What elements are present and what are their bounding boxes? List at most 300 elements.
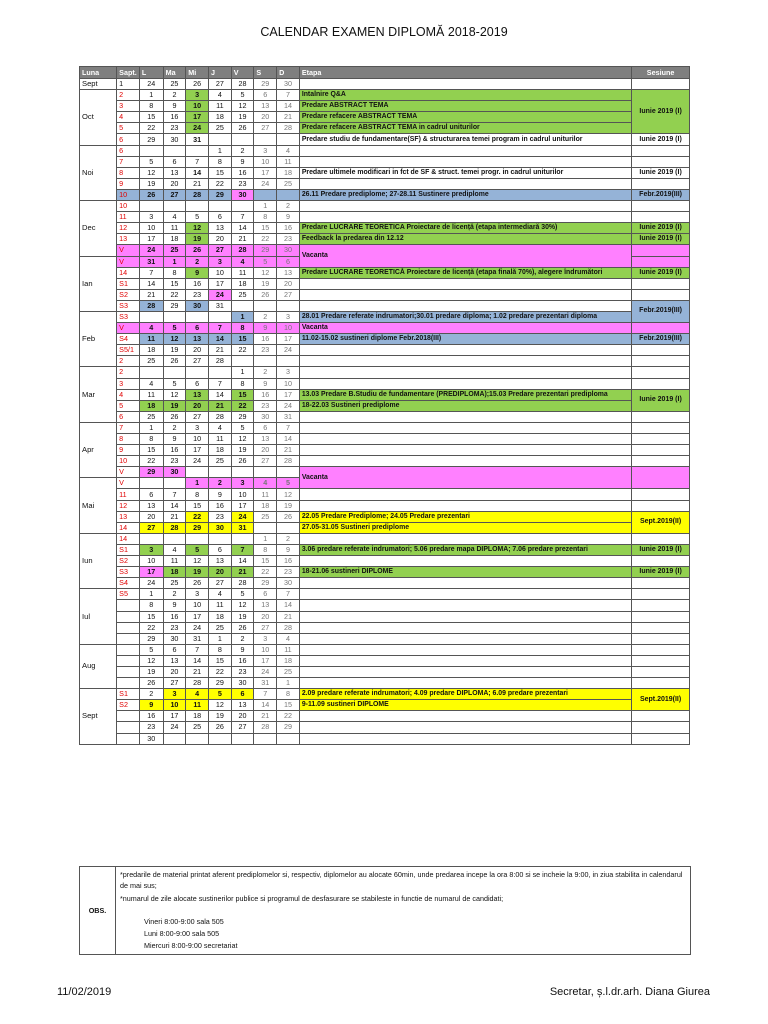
day-cell: 18 (163, 567, 186, 578)
etapa-cell: Vacanta (299, 467, 631, 489)
week-cell: 3 (117, 101, 140, 112)
day-cell (186, 533, 209, 544)
day-cell: 25 (209, 123, 232, 134)
day-cell: 19 (163, 345, 186, 356)
sesiune-cell (632, 489, 690, 500)
etapa-cell (299, 500, 631, 511)
day-cell: 7 (186, 156, 209, 167)
day-cell: 30 (209, 522, 232, 533)
day-cell: 12 (139, 655, 163, 666)
day-cell: 8 (209, 156, 232, 167)
etapa-cell: Vacanta (299, 245, 631, 267)
month-cell: Sept (80, 79, 117, 90)
day-cell: 26 (139, 678, 163, 689)
sesiune-cell (632, 733, 690, 744)
sesiune-cell (632, 611, 690, 622)
calendar-row (80, 112, 690, 123)
calendar-row (80, 201, 690, 212)
etapa-cell (299, 145, 631, 156)
calendar-row (80, 467, 690, 478)
week-cell: 9 (117, 445, 140, 456)
day-cell: 13 (186, 334, 209, 345)
day-cell: 21 (277, 611, 300, 622)
day-cell: 27 (209, 245, 232, 256)
sesiune-cell (632, 655, 690, 666)
calendar-row (80, 101, 690, 112)
etapa-cell: Predare studiu de fundamentare(SF) & structurarea temei program in cadrul uniturilor (299, 134, 631, 145)
sesiune-cell: Sept.2019(II) (632, 511, 690, 533)
day-cell: 20 (277, 278, 300, 289)
week-cell: S4 (117, 578, 140, 589)
day-cell (231, 300, 254, 311)
day-cell: 22 (254, 567, 277, 578)
day-cell: 12 (209, 700, 232, 711)
day-cell: 12 (186, 223, 209, 234)
calendar-row (80, 334, 690, 345)
sesiune-cell (632, 622, 690, 633)
day-cell (231, 356, 254, 367)
day-cell: 14 (277, 434, 300, 445)
day-cell: 22 (139, 456, 163, 467)
sesiune-cell (632, 201, 690, 212)
day-cell: 27 (209, 79, 232, 90)
day-cell: 18 (163, 234, 186, 245)
day-cell: 14 (209, 334, 232, 345)
day-cell: 1 (139, 589, 163, 600)
day-cell: 25 (186, 722, 209, 733)
day-cell: 27 (186, 356, 209, 367)
etapa-cell (299, 622, 631, 633)
col-header-sapt: Sapt. (117, 67, 140, 79)
calendar-row (80, 289, 690, 300)
day-cell: 30 (231, 678, 254, 689)
day-cell: 26 (231, 456, 254, 467)
day-cell: 17 (254, 655, 277, 666)
day-cell: 8 (254, 212, 277, 223)
day-cell: 4 (209, 589, 232, 600)
day-cell: 20 (254, 112, 277, 123)
day-cell: 22 (139, 622, 163, 633)
day-cell (163, 533, 186, 544)
day-cell: 1 (231, 367, 254, 378)
day-cell: 1 (277, 678, 300, 689)
day-cell: 2 (163, 90, 186, 101)
day-cell: 10 (209, 267, 232, 278)
day-cell: 29 (277, 722, 300, 733)
day-cell: 12 (186, 556, 209, 567)
day-cell: 14 (139, 278, 163, 289)
day-cell: 22 (139, 123, 163, 134)
day-cell: 14 (209, 389, 232, 400)
calendar-row (80, 511, 690, 522)
day-cell: 4 (163, 544, 186, 555)
day-cell: 26 (186, 79, 209, 90)
day-cell: 3 (139, 212, 163, 223)
day-cell: 14 (163, 500, 186, 511)
day-cell: 30 (231, 189, 254, 200)
sesiune-cell (632, 533, 690, 544)
day-cell: 20 (163, 666, 186, 677)
etapa-cell (299, 178, 631, 189)
day-cell: 26 (163, 411, 186, 422)
day-cell: 25 (254, 511, 277, 522)
day-cell: 28 (277, 622, 300, 633)
day-cell: 21 (139, 289, 163, 300)
day-cell: 24 (277, 400, 300, 411)
calendar-row (80, 600, 690, 611)
calendar-row (80, 223, 690, 234)
etapa-cell: Intalnire Q&A (299, 90, 631, 101)
day-cell: 19 (186, 234, 209, 245)
etapa-cell (299, 644, 631, 655)
day-cell (277, 356, 300, 367)
day-cell: 6 (254, 422, 277, 433)
day-cell: 30 (163, 134, 186, 145)
month-cell: Feb (80, 311, 117, 366)
day-cell: 18 (277, 167, 300, 178)
etapa-cell: 18-21.06 sustineri DIPLOME (299, 567, 631, 578)
etapa-cell (299, 678, 631, 689)
day-cell: 13 (163, 167, 186, 178)
sesiune-cell (632, 600, 690, 611)
week-cell: S2 (117, 556, 140, 567)
sesiune-cell (632, 145, 690, 156)
day-cell: 22 (209, 666, 232, 677)
day-cell: 22 (231, 400, 254, 411)
etapa-cell (299, 589, 631, 600)
day-cell: 28 (231, 79, 254, 90)
day-cell: 20 (139, 511, 163, 522)
sesiune-cell: Febr.2019(III) (632, 300, 690, 322)
day-cell: 25 (231, 289, 254, 300)
day-cell (209, 311, 232, 322)
day-cell: 18 (231, 278, 254, 289)
day-cell: 7 (209, 378, 232, 389)
day-cell (139, 367, 163, 378)
day-cell: 21 (277, 112, 300, 123)
day-cell (163, 733, 186, 744)
etapa-cell: 27.05-31.05 Sustineri prediplome (299, 522, 631, 533)
day-cell: 11 (277, 156, 300, 167)
week-cell: S3 (117, 567, 140, 578)
day-cell: 18 (209, 112, 232, 123)
day-cell: 19 (231, 611, 254, 622)
day-cell: 26 (231, 123, 254, 134)
day-cell (139, 311, 163, 322)
observations-table (79, 866, 691, 955)
day-cell: 28 (139, 300, 163, 311)
week-cell (117, 711, 140, 722)
etapa-cell (299, 711, 631, 722)
day-cell: 20 (231, 711, 254, 722)
etapa-cell: Vacanta (299, 323, 631, 334)
day-cell: 4 (277, 145, 300, 156)
day-cell: 15 (186, 500, 209, 511)
month-cell: Iun (80, 533, 117, 588)
day-cell: 27 (186, 411, 209, 422)
day-cell: 14 (231, 223, 254, 234)
obs-schedule-3: Miercuri 8:00-9:00 secretariat (144, 941, 238, 950)
col-header-ma: Ma (163, 67, 186, 79)
calendar-row (80, 611, 690, 622)
day-cell: 15 (139, 445, 163, 456)
day-cell: 14 (231, 556, 254, 567)
day-cell: 11 (209, 600, 232, 611)
day-cell: 28 (209, 356, 232, 367)
footer-signature: Secretar, ș.l.dr.arh. Diana Giurea (549, 986, 710, 998)
day-cell: 16 (254, 334, 277, 345)
day-cell (163, 145, 186, 156)
day-cell: 25 (209, 456, 232, 467)
day-cell: 9 (277, 212, 300, 223)
sesiune-cell (632, 589, 690, 600)
day-cell: 21 (163, 511, 186, 522)
day-cell: 31 (277, 411, 300, 422)
week-cell: S3 (117, 300, 140, 311)
day-cell: 16 (277, 556, 300, 567)
day-cell: 6 (254, 90, 277, 101)
sesiune-cell: Iunie 2019 (I) (632, 90, 690, 134)
obs-content (116, 867, 691, 955)
month-cell: Sept (80, 689, 117, 744)
week-cell: 4 (117, 112, 140, 123)
day-cell: 3 (139, 544, 163, 555)
week-cell: 10 (117, 201, 140, 212)
day-cell: 22 (186, 511, 209, 522)
day-cell: 30 (277, 79, 300, 90)
day-cell: 28 (186, 189, 209, 200)
week-cell: V (117, 245, 140, 256)
week-cell: V (117, 323, 140, 334)
day-cell: 29 (254, 79, 277, 90)
day-cell: 27 (254, 622, 277, 633)
week-cell (117, 666, 140, 677)
day-cell: 15 (254, 223, 277, 234)
calendar-row (80, 722, 690, 733)
day-cell: 5 (209, 689, 232, 700)
day-cell: 9 (277, 544, 300, 555)
day-cell: 8 (209, 644, 232, 655)
day-cell (186, 201, 209, 212)
day-cell: 20 (209, 567, 232, 578)
day-cell: 2 (277, 533, 300, 544)
col-header-d: D (277, 67, 300, 79)
day-cell: 26 (209, 722, 232, 733)
day-cell: 23 (209, 511, 232, 522)
calendar-row (80, 400, 690, 411)
day-cell: 27 (163, 189, 186, 200)
day-cell: 8 (254, 544, 277, 555)
etapa-cell (299, 445, 631, 456)
etapa-cell: Predare ABSTRACT TEMA (299, 101, 631, 112)
etapa-cell: Feedback la predarea din 12.12 (299, 234, 631, 245)
week-cell: 12 (117, 500, 140, 511)
day-cell: 30 (277, 245, 300, 256)
calendar-row (80, 689, 690, 700)
day-cell: 24 (186, 456, 209, 467)
etapa-cell (299, 556, 631, 567)
day-cell: 18 (209, 445, 232, 456)
calendar-row (80, 589, 690, 600)
week-cell: 6 (117, 145, 140, 156)
day-cell: 16 (186, 278, 209, 289)
day-cell: 16 (254, 389, 277, 400)
day-cell: 11 (186, 700, 209, 711)
day-cell: 27 (231, 722, 254, 733)
sesiune-cell: Iunie 2019 (I) (632, 544, 690, 555)
day-cell: 28 (254, 722, 277, 733)
day-cell: 1 (186, 478, 209, 489)
day-cell: 9 (186, 267, 209, 278)
day-cell: 3 (186, 90, 209, 101)
day-cell: 17 (277, 389, 300, 400)
sesiune-cell (632, 422, 690, 433)
day-cell: 10 (254, 156, 277, 167)
day-cell: 3 (186, 589, 209, 600)
day-cell: 21 (254, 711, 277, 722)
sesiune-cell (632, 212, 690, 223)
day-cell: 21 (186, 178, 209, 189)
etapa-cell (299, 300, 631, 311)
day-cell: 15 (231, 389, 254, 400)
etapa-cell (299, 633, 631, 644)
day-cell: 16 (209, 500, 232, 511)
week-cell: S3 (117, 311, 140, 322)
day-cell: 18 (254, 500, 277, 511)
etapa-cell (299, 666, 631, 677)
day-cell: 17 (139, 567, 163, 578)
day-cell: 25 (277, 178, 300, 189)
day-cell: 30 (254, 411, 277, 422)
month-cell: Ian (80, 256, 117, 311)
calendar-row (80, 323, 690, 334)
week-cell: 14 (117, 267, 140, 278)
day-cell: 5 (186, 212, 209, 223)
day-cell (231, 467, 254, 478)
sesiune-cell (632, 445, 690, 456)
sesiune-cell: Iunie 2019 (I) (632, 134, 690, 145)
day-cell: 21 (209, 345, 232, 356)
day-cell: 4 (163, 212, 186, 223)
week-cell (117, 722, 140, 733)
calendar-row (80, 278, 690, 289)
day-cell: 23 (231, 178, 254, 189)
day-cell: 31 (186, 633, 209, 644)
day-cell: 21 (231, 234, 254, 245)
day-cell: 6 (163, 644, 186, 655)
day-cell: 3 (254, 145, 277, 156)
week-cell: S1 (117, 278, 140, 289)
calendar-row (80, 533, 690, 544)
month-cell: Apr (80, 422, 117, 477)
day-cell: 4 (277, 633, 300, 644)
day-cell (254, 300, 277, 311)
calendar-row (80, 156, 690, 167)
day-cell: 26 (231, 622, 254, 633)
week-cell (117, 633, 140, 644)
calendar-row (80, 389, 690, 400)
day-cell: 11 (139, 389, 163, 400)
day-cell: 29 (139, 134, 163, 145)
day-cell: 13 (254, 600, 277, 611)
day-cell: 1 (209, 145, 232, 156)
day-cell: 24 (277, 345, 300, 356)
day-cell: 3 (277, 367, 300, 378)
calendar-row (80, 189, 690, 200)
calendar-row (80, 489, 690, 500)
day-cell: 13 (209, 223, 232, 234)
day-cell: 17 (209, 278, 232, 289)
day-cell: 9 (231, 156, 254, 167)
calendar-row (80, 700, 690, 711)
day-cell: 26 (163, 356, 186, 367)
etapa-cell: 13.03 Predare B.Studiu de fundamentare (PREDIPLOMA);15.03 Predare prezentari prediploma (299, 389, 631, 400)
day-cell: 3 (186, 422, 209, 433)
week-cell: 7 (117, 156, 140, 167)
day-cell: 27 (254, 123, 277, 134)
day-cell (277, 134, 300, 145)
col-header-sesiune: Sesiune (632, 67, 690, 79)
etapa-cell (299, 411, 631, 422)
day-cell: 5 (163, 323, 186, 334)
day-cell (254, 522, 277, 533)
day-cell: 4 (209, 90, 232, 101)
day-cell: 7 (254, 689, 277, 700)
calendar-row (80, 644, 690, 655)
week-cell: 10 (117, 189, 140, 200)
sesiune-cell (632, 156, 690, 167)
sesiune-cell (632, 411, 690, 422)
day-cell: 17 (277, 334, 300, 345)
day-cell (277, 733, 300, 744)
sesiune-cell: Febr.2019(III) (632, 189, 690, 200)
week-cell: 10 (117, 456, 140, 467)
obs-note-1: *predarile de material printat aferent prediplomelor si, respectiv, diplomelor au alocate 60min, unde predarea incepe la ora 8:00 si se incheie la 9:00, in ziua stabilita in calendarul de mai sus; (120, 870, 683, 890)
day-cell: 13 (254, 101, 277, 112)
calendar-row (80, 567, 690, 578)
day-cell: 11 (209, 101, 232, 112)
day-cell: 10 (186, 434, 209, 445)
day-cell: 20 (186, 400, 209, 411)
day-cell: 31 (231, 522, 254, 533)
day-cell: 29 (186, 522, 209, 533)
day-cell: 5 (254, 256, 277, 267)
etapa-cell: Predare ultimele modificari in fct de SF & struct. temei progr. in cadrul uniturilor (299, 167, 631, 178)
day-cell: 18 (139, 400, 163, 411)
day-cell: 6 (277, 256, 300, 267)
calendar-body (80, 79, 690, 745)
week-cell: 9 (117, 178, 140, 189)
day-cell: 23 (231, 666, 254, 677)
day-cell: 15 (163, 278, 186, 289)
day-cell: 8 (139, 101, 163, 112)
calendar-row (80, 434, 690, 445)
day-cell: 27 (163, 678, 186, 689)
day-cell: 17 (254, 167, 277, 178)
day-cell: 23 (277, 234, 300, 245)
day-cell: 8 (186, 489, 209, 500)
day-cell: 28 (209, 411, 232, 422)
day-cell: 20 (254, 611, 277, 622)
col-header-etapa: Etapa (299, 67, 631, 79)
day-cell: 1 (139, 90, 163, 101)
day-cell: 20 (209, 234, 232, 245)
day-cell: 4 (231, 256, 254, 267)
day-cell: 29 (254, 578, 277, 589)
day-cell: 13 (231, 700, 254, 711)
day-cell: 27 (277, 289, 300, 300)
day-cell: 5 (139, 644, 163, 655)
